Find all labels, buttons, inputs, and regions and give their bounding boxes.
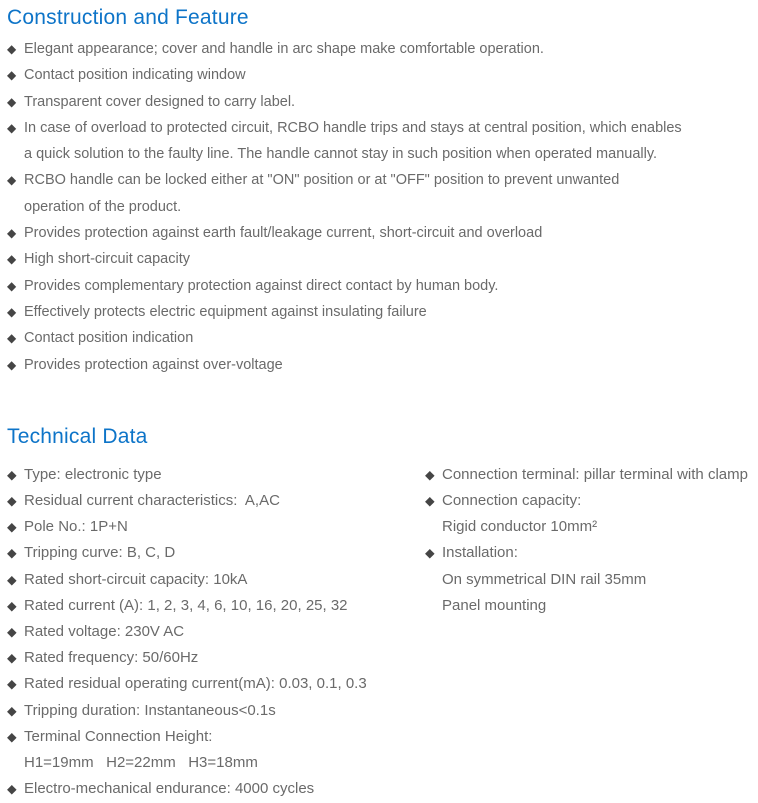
- list-item: [7, 462, 425, 488]
- list-item-text: High short-circuit capacity: [24, 251, 190, 268]
- list-item: [7, 167, 752, 193]
- list-item-text: operation of the product.: [24, 198, 182, 215]
- list-item-continuation: [425, 567, 752, 593]
- diamond-bullet-icon: ◆: [7, 782, 17, 797]
- list-item: [7, 593, 425, 619]
- section-construction-and-feature: [7, 5, 752, 378]
- section-title-technical-data: Technical Data: [7, 424, 148, 448]
- diamond-bullet-icon: ◆: [7, 520, 17, 535]
- section-title-construction-and-feature: Construction and Feature: [7, 6, 249, 29]
- list-item: [7, 619, 425, 645]
- list-item: [7, 246, 752, 272]
- technical-data-columns: [7, 456, 752, 803]
- list-item: [7, 89, 752, 115]
- list-item: [7, 724, 425, 750]
- list-item-continuation: [7, 141, 752, 167]
- diamond-bullet-icon: ◆: [425, 467, 435, 482]
- list-item-text: H1=19mm H2=22mm H3=18mm: [24, 754, 258, 772]
- list-item: [7, 540, 425, 566]
- list-item: [7, 776, 425, 802]
- list-item-text: Connection capacity:: [442, 492, 582, 510]
- diamond-bullet-icon: ◆: [7, 278, 17, 293]
- list-item-text: Tripping duration: Instantaneous<0.1s: [24, 701, 276, 719]
- list-item-text: Provides protection against over-voltage: [24, 356, 283, 373]
- diamond-bullet-icon: ◆: [7, 94, 17, 109]
- list-item-text: Connection terminal: pillar terminal with clamp: [442, 465, 748, 483]
- list-item-text: a quick solution to the faulty line. The handle cannot stay in such position when operated manually.: [24, 146, 658, 163]
- diamond-bullet-icon: ◆: [7, 68, 17, 83]
- diamond-bullet-icon: ◆: [7, 42, 17, 56]
- construction-feature-list: [7, 36, 752, 378]
- diamond-bullet-icon: ◆: [7, 598, 17, 613]
- list-item-text: Tripping curve: B, C, D: [24, 544, 176, 562]
- diamond-bullet-icon: ◆: [7, 546, 17, 561]
- list-item: [7, 36, 752, 62]
- list-item-text: Rated short-circuit capacity: 10kA: [24, 570, 248, 588]
- list-item-text: Effectively protects electric equipment against insulating failure: [24, 303, 427, 320]
- list-item: [7, 352, 752, 378]
- diamond-bullet-icon: ◆: [7, 304, 17, 319]
- section-technical-data: [7, 424, 752, 803]
- list-item: [425, 462, 752, 488]
- diamond-bullet-icon: ◆: [7, 677, 17, 692]
- diamond-bullet-icon: ◆: [7, 226, 17, 241]
- list-item-continuation: [7, 194, 752, 220]
- list-item-continuation: [7, 750, 425, 776]
- diamond-bullet-icon: ◆: [7, 173, 17, 188]
- list-item-text: RCBO handle can be locked either at "ON" position or at "OFF" position to prevent unwanted: [24, 172, 620, 189]
- list-item: [7, 645, 425, 671]
- list-item-text: Rigid conductor 10mm²: [442, 518, 598, 536]
- list-item: [425, 488, 752, 514]
- list-item: [7, 488, 425, 514]
- list-item-text: In case of overload to protected circuit, RCBO handle trips and stays at central position, which enables: [24, 119, 682, 136]
- list-item-text: Rated residual operating current(mA): 0.03, 0.1, 0.3: [24, 675, 367, 693]
- list-item-text: Residual current characteristics: A,AC: [24, 492, 280, 510]
- diamond-bullet-icon: ◆: [7, 572, 17, 587]
- diamond-bullet-icon: ◆: [7, 625, 17, 640]
- list-item-text: Transparent cover designed to carry label.: [24, 93, 296, 110]
- list-item: [7, 115, 752, 141]
- list-item: [7, 671, 425, 697]
- list-item-text: Provides complementary protection against direct contact by human body.: [24, 277, 499, 294]
- list-item-text: Rated frequency: 50/60Hz: [24, 649, 199, 667]
- list-item-text: On symmetrical DIN rail 35mm: [442, 570, 647, 588]
- diamond-bullet-icon: ◆: [425, 546, 435, 561]
- list-item-continuation: [425, 514, 752, 540]
- list-item: [7, 567, 425, 593]
- list-item-text: Electro-mechanical endurance: 4000 cycles: [24, 780, 315, 798]
- diamond-bullet-icon: ◆: [425, 494, 435, 509]
- diamond-bullet-icon: ◆: [7, 729, 17, 744]
- list-item-text: Elegant appearance; cover and handle in arc shape make comfortable operation.: [24, 41, 544, 57]
- list-item: [7, 514, 425, 540]
- list-item-text: Pole No.: 1P+N: [24, 518, 128, 536]
- list-item: [7, 698, 425, 724]
- list-item: [7, 299, 752, 325]
- list-item-text: Type: electronic type: [24, 465, 162, 483]
- list-item: [7, 325, 752, 351]
- list-item-text: Panel mounting: [442, 596, 547, 614]
- list-item: [7, 220, 752, 246]
- list-item-continuation: [425, 593, 752, 619]
- diamond-bullet-icon: ◆: [7, 467, 17, 482]
- list-item-text: Rated voltage: 230V AC: [24, 623, 185, 641]
- list-item: [7, 62, 752, 88]
- list-item-text: Provides protection against earth fault/leakage current, short-circuit and overload: [24, 225, 543, 242]
- diamond-bullet-icon: ◆: [7, 120, 17, 135]
- list-item-text: Contact position indication: [24, 330, 194, 347]
- diamond-bullet-icon: ◆: [7, 252, 17, 267]
- list-item-text: Terminal Connection Height:: [24, 727, 213, 745]
- diamond-bullet-icon: ◆: [7, 651, 17, 666]
- list-item-text: Rated current (A): 1, 2, 3, 4, 6, 10, 16, 20, 25, 32: [24, 596, 348, 614]
- diamond-bullet-icon: ◆: [7, 331, 17, 346]
- diamond-bullet-icon: ◆: [7, 703, 17, 718]
- list-item: [7, 273, 752, 299]
- diamond-bullet-icon: ◆: [7, 494, 17, 509]
- list-item: [425, 540, 752, 566]
- diamond-bullet-icon: ◆: [7, 357, 17, 372]
- list-item-text: Contact position indicating window: [24, 67, 246, 84]
- technical-data-list-right: [425, 462, 752, 803]
- list-item-text: Installation:: [442, 544, 518, 562]
- technical-data-list-left: [7, 462, 425, 803]
